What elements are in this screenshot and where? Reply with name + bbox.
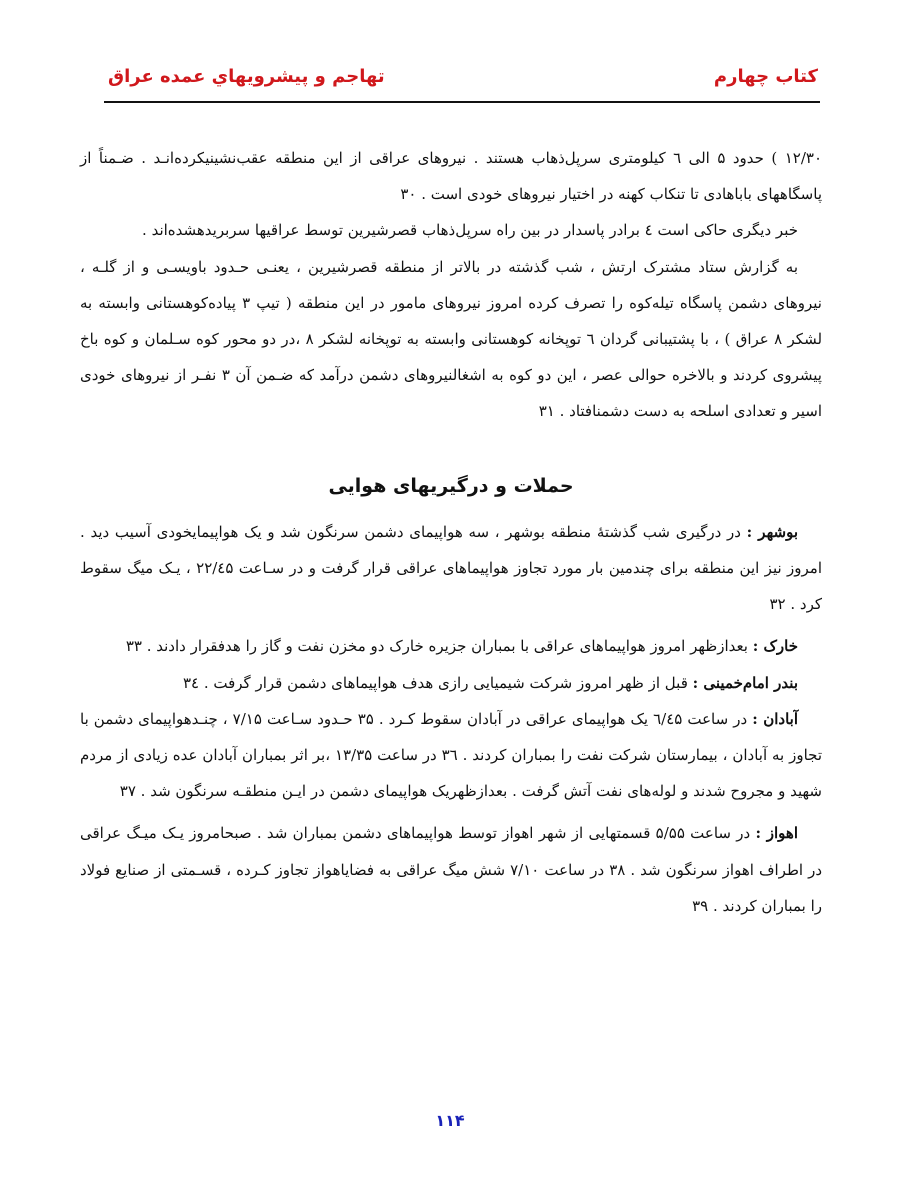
chapter-title: تهاجم و پیشرویهاي عمده عراق	[108, 65, 385, 87]
section-heading: حملات و درگیریهای هوایی	[328, 474, 574, 497]
paragraph-news: خبر دیگری حاکی است ٤ برادر پاسدار در بین راه سرپل‌ذهاب قصرشیرین توسط عراقیها سربریدهشده‌اند .	[142, 221, 798, 240]
entry-khark	[80, 628, 822, 664]
entry-term: آبادان :	[752, 709, 799, 728]
body-text	[80, 140, 822, 924]
entry-text: در ساعت ٦/٤۵ یک هواپیمای عراقی در آبادان سقوط کـرد . ۳۵ حـدود سـاعت ۷/۱۵ ، چنـدهواپیمای دشمن با تجاوز به آبادان ، بیمارستان شرکت نفت را بمباران کردند . ۳٦ در ساعت ۱۳/۳۵ ،بر اثر بمباران آبادان عده زیادی از مردم شهید و مجروح شدند و لوله‌های نفت آتش گرفت . بعدازظهریک هواپیمای دشمن در ایـن منطقـه سرنگون شد . ۳۷	[80, 709, 823, 801]
entry-text: در درگیری شب گذشتۀ منطقه بوشهر ، سه هواپیمای دشمن سرنگون شد و یک هواپیمایخودی آسیب دید . امروز نیز این منطقه برای چندمین بار مورد تجاوز هواپیماهای عراقی قرار گرفت و در سـاعت ۲۲/٤۵ ، یـک میگ سقوط کرد . ۳۲	[80, 522, 822, 614]
page-number: ۱۱۴	[435, 1111, 465, 1130]
running-header	[108, 58, 818, 94]
entry-term: بندر امام‌خمینی :	[692, 673, 798, 692]
entry-abadan	[80, 701, 822, 810]
paragraph-army-report: به گزارش ستاد مشترک ارتش ، شب گذشته در بالاتر از منطقه قصرشیرین ، یعنـی حـدود باویسـی و از گلـه ، نیروهای دشمن پاسگاه تیله‌کوه را تصرف کرده امروز نیروهای مامور در این منطقه ( تیپ ۳ پیاده‌کوهستانی وابسته به لشکر ۸ عراق ) ، با پشتیبانی گردان ٦ توپخانه کوهستانی وابسته به توپخانه لشکر ۸ ،در دو محور کوه سـلمان و کوه باخ پیشروی کردند و بالاخره حوالی عصر ، این دو کوه به اشغالنیروهای دشمن درآمد که ضـمن آن ۳ نفـر از نیروهای خودی اسیر و تعدادی اسلحه به دست دشمنافتاد . ۳۱	[80, 257, 823, 421]
paragraph-continued: ۱۲/۳۰ ) حدود ۵ الی ٦ کیلومتری سرپل‌ذهاب هستند . نیروهای عراقی از این منطقه عقب‌نشینیکرده‌انـد . ضـمناً از پاسگاههای باباهادی تا تنکاب کهنه در اختیار نیروهای خودی است . ۳۰	[80, 149, 822, 204]
entry-bandar-imam	[80, 665, 822, 701]
entry-text: بعدازظهر امروز هواپیماهای عراقی با بمباران جزیره خارک دو مخزن نفت و گاز را هدفقرار دادند . ۳۳	[125, 637, 753, 656]
entry-text: در ساعت ۵/۵۵ قسمتهایی از شهر اهواز توسط هواپیماهای دشمن بمباران شد . صبحامروز یـک میـگ عراقی در اطراف اهواز سرنگون شد . ۳۸ در ساعت ۷/۱۰ شش میگ عراقی به فضایاهواز تجاوز کـرده ، قسـمتی از صنایع فولاد را بمباران کردند . ۳۹	[80, 824, 822, 915]
header-divider	[104, 101, 820, 103]
entry-ahvaz	[80, 815, 822, 924]
entry-term: بوشهر :	[746, 522, 798, 541]
entry-text: قبل از ظهر امروز شرکت شیمیایی رازی هدف هواپیماهای دشمن قرار گرفت . ۳٤	[182, 673, 693, 692]
book-title: کتاب چهارم	[713, 65, 818, 87]
entry-term: خارک :	[752, 637, 798, 656]
entry-term: اهواز :	[755, 824, 798, 843]
entry-bushehr	[80, 514, 822, 623]
